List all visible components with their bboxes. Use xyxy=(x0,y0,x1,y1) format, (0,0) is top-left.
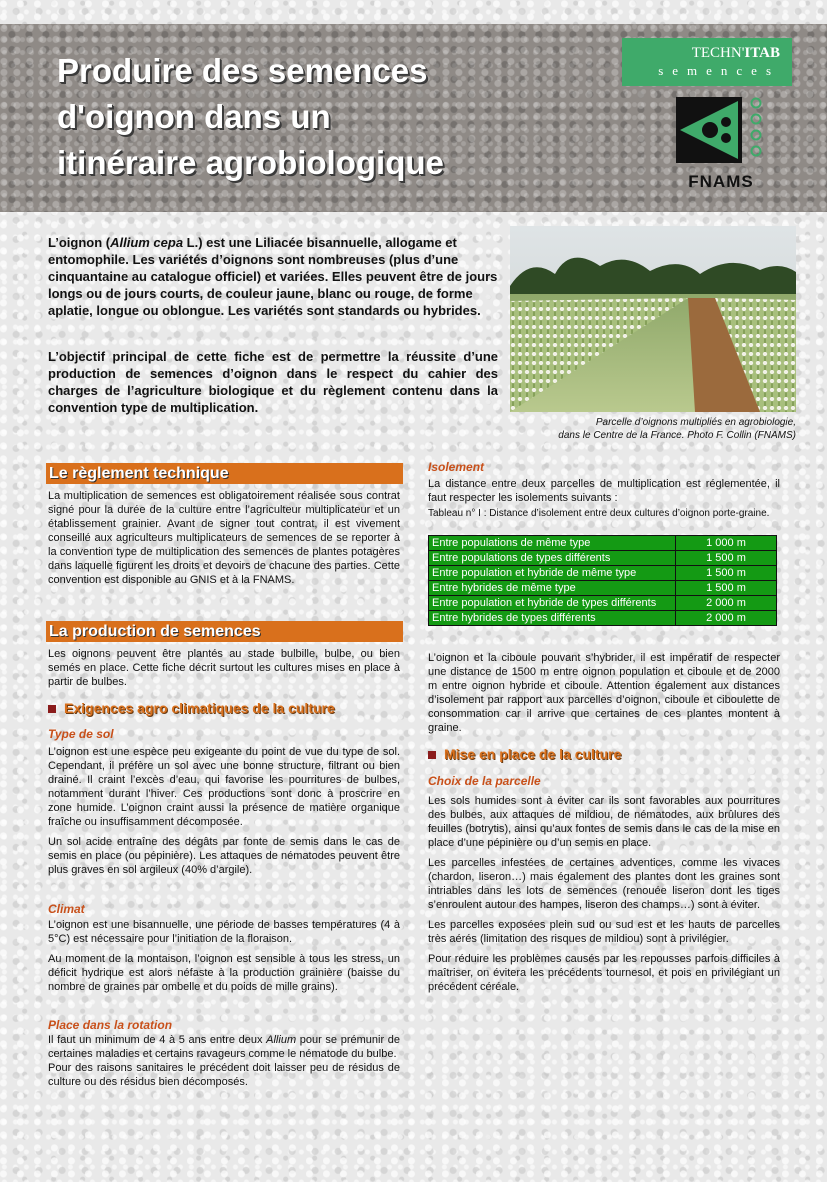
table-cell-value: 1 000 m xyxy=(676,536,777,551)
bullet-square-icon xyxy=(428,751,436,759)
table-row xyxy=(429,596,777,611)
section-banner-reglement: Le règlement technique xyxy=(46,463,403,484)
bullet-square-icon xyxy=(48,705,56,713)
choix-p3: Les parcelles exposées plein sud ou sud est et les hauts de parcelles très aérés (limitation des risques de mildiou) sont à privilégier. xyxy=(428,919,780,945)
onion-field-photo xyxy=(510,226,796,412)
intro-text-rest: L.) est une Liliacée bisannuelle, allogame et entomophile. Les variétés d’oignons sont nombreuses (plus d’une cinquantaine au catalogue officiel) et variées. Elles peuvent être de jours longs ou de jours courts, de couleur jaune, blanc ou rouge, de forme aplatie, longue ou oblongue. Les variétés sont standards ou hybrides. xyxy=(48,235,498,318)
choix-p1: Les sols humides sont à éviter car ils sont favorables aux pourritures des bulbes, aux attaques de mildiou, de nématodes, aux brûlures des feuilles (botrytis), ainsi qu’aux fontes de semis dans le cas de la mise en place d’une pépinière ou d’un semis en place. xyxy=(428,795,780,849)
isolement-block-2 xyxy=(428,651,780,735)
heading-isolement: Isolement xyxy=(428,460,485,474)
isolement-text: La distance entre deux parcelles de multiplication est réglementée, il faut respecter les isolements suivants : xyxy=(428,478,780,504)
badge-text-a: TECHN' xyxy=(691,45,745,61)
reglement-text: La multiplication de semences est obligatoirement réalisée sous contrat signé pour la durée de la culture entre l’agriculteur multiplicateur et un établissement grainier. Avant de signer tout contrat, il est vivement conseillé aux agriculteurs multiplicateurs de semences de se reporter à la convention type de multiplication des semences de plantes potagères dans laquelle figurent les droits et devoirs de chacune des parties. Cette convention est disponible au GNIS et à la FNAMS. xyxy=(48,490,400,586)
rotation-block xyxy=(48,1033,400,1089)
table-row xyxy=(429,566,777,581)
climat-p2: Au moment de la montaison, l’oignon est sensible à tous les stress, un déficit hydrique est alors néfaste à la production grainière (baisse du nombre de graines par ombelle et du poids de mille grains). xyxy=(48,953,400,993)
page-title xyxy=(57,48,577,186)
type-sol-block xyxy=(48,745,400,877)
photo-caption xyxy=(500,416,796,442)
table-cell-value: 2 000 m xyxy=(676,596,777,611)
table-cell-label: Entre population et hybride de types différents xyxy=(429,596,676,611)
rotation-text-rest: pour se prémunir de certaines maladies et certains ravageurs comme le nématode du bulbe. xyxy=(48,1034,401,1060)
rotation-p2: Pour des raisons sanitaires le précédent doit laisser peu de résidus de culture ou des résidus bien décomposés. xyxy=(48,1062,400,1088)
intro-latin-name: Allium cepa xyxy=(110,235,184,250)
intro-paragraph-1 xyxy=(48,234,498,319)
rotation-p1 xyxy=(48,1033,400,1061)
rotation-text: Il faut un minimum de 4 à 5 ans entre deux xyxy=(48,1034,267,1046)
table-cell-label: Entre population et hybride de même type xyxy=(429,566,676,581)
choix-p4: Pour réduire les problèmes causés par les repousses parfois difficiles à maîtriser, on évitera les précédents tournesol, et pois en privilégiant un précédent céréale. xyxy=(428,953,780,993)
table-row xyxy=(429,536,777,551)
heading-type-sol: Type de sol xyxy=(48,727,114,741)
table-row xyxy=(429,581,777,596)
logo-text: FNAMS xyxy=(688,172,754,191)
intro-paragraph-2: L’objectif principal de cette fiche est de permettre la réussite d’une production de semences d’oignon dans le respect du cahier des charges de l’agriculture biologique et du règlement contenu dans la convention type de multiplication. xyxy=(48,349,498,415)
table-row xyxy=(429,551,777,566)
intro-text: L’oignon ( xyxy=(48,235,111,250)
title-line-1: Produire des semences xyxy=(57,52,428,89)
heading-rotation: Place dans la rotation xyxy=(48,1018,173,1032)
rotation-latin: Allium xyxy=(266,1034,297,1046)
table-caption: Tableau n° I : Distance d’isolement entre deux cultures d’oignon porte-graine. xyxy=(428,508,770,519)
table-row xyxy=(429,611,777,626)
reglement-block xyxy=(48,489,400,587)
table-cell-value: 1 500 m xyxy=(676,581,777,596)
production-text: Les oignons peuvent être plantés au stade bulbille, bulbe, ou bien semés en place. Cette fiche décrit surtout les cultures mises en place à partir de bulbes. xyxy=(48,648,400,688)
type-sol-p2: Un sol acide entraîne des dégâts par fonte de semis dans le cas de semis en place (ou pépinière). Les attaques de nématodes peuvent être plus graves en sol argileux (40% d’argile). xyxy=(48,836,400,876)
table-cell-label: Entre populations de même type xyxy=(429,536,676,551)
badge-subtitle: semences xyxy=(658,63,780,78)
table-cell-label: Entre populations de types différents xyxy=(429,551,676,566)
table-cell-value: 2 000 m xyxy=(676,611,777,626)
subhead-mise-en-place xyxy=(428,746,780,762)
table-cell-value: 1 500 m xyxy=(676,551,777,566)
title-line-3: itinéraire agrobiologique xyxy=(57,144,444,181)
title-line-2: d'oignon dans un xyxy=(57,98,331,135)
choix-block xyxy=(428,794,780,994)
technitab-badge xyxy=(622,38,792,86)
caption-line-1: Parcelle d’oignons multipliés en agrobiologie, xyxy=(595,417,796,428)
isolation-distance-table xyxy=(428,535,777,626)
type-sol-p1: L’oignon est une espèce peu exigeante du point de vue du type de sol. Cependant, il préfère un sol avec une bonne structure, filtrant ou bien drainé. Il craint l’excès d’eau, qui favorise les pourritures de bulbes, notamment durant l’hiver. Ces productions sont donc à proscrire en zone humide. L’oignon craint aussi la présence de matière organique fraîche ou insuffisamment décomposée. xyxy=(48,746,400,828)
climat-block xyxy=(48,918,400,994)
heading-choix-parcelle: Choix de la parcelle xyxy=(428,774,541,788)
badge-text-b: ITAB xyxy=(744,45,780,61)
choix-p2: Les parcelles infestées de certaines adventices, comme les vivaces (chardon, liseron…) mais également des plantes dont les graines sont intriables dans les lots de semences (renouée liseron dont les tiges s’enroulent autour des hampes, liseron des champs…) sont à éviter. xyxy=(428,857,780,911)
section-banner-production: La production de semences xyxy=(46,621,403,642)
subhead-exigences-label: Exigences agro climatiques de la culture xyxy=(64,700,335,716)
subhead-exigences xyxy=(48,700,400,716)
table-cell-value: 1 500 m xyxy=(676,566,777,581)
table-cell-label: Entre hybrides de même type xyxy=(429,581,676,596)
isolement-block xyxy=(428,477,780,505)
isolement-p2: L’oignon et la ciboule pouvant s’hybrider, il est impératif de respecter une distance de 1500 m entre oignon population et ciboule et de 2000 m entre oignon hybride et ciboule. Attention également aux distances d’isolement par rapport aux parcelles d’oignon, ciboule et ciboulette de consommation car il arrive que certaines de ces plantes montent à graine. xyxy=(428,652,780,734)
heading-climat: Climat xyxy=(48,902,85,916)
production-block xyxy=(48,647,400,689)
table-cell-label: Entre hybrides de types différents xyxy=(429,611,676,626)
subhead-mise-en-place-label: Mise en place de la culture xyxy=(444,746,622,762)
climat-p1: L’oignon est une bisannuelle, une période de basses températures (4 à 5°C) est nécessaire pour l’initiation de la floraison. xyxy=(48,919,400,945)
caption-line-2: dans le Centre de la France. Photo F. Collin (FNAMS) xyxy=(558,430,796,441)
